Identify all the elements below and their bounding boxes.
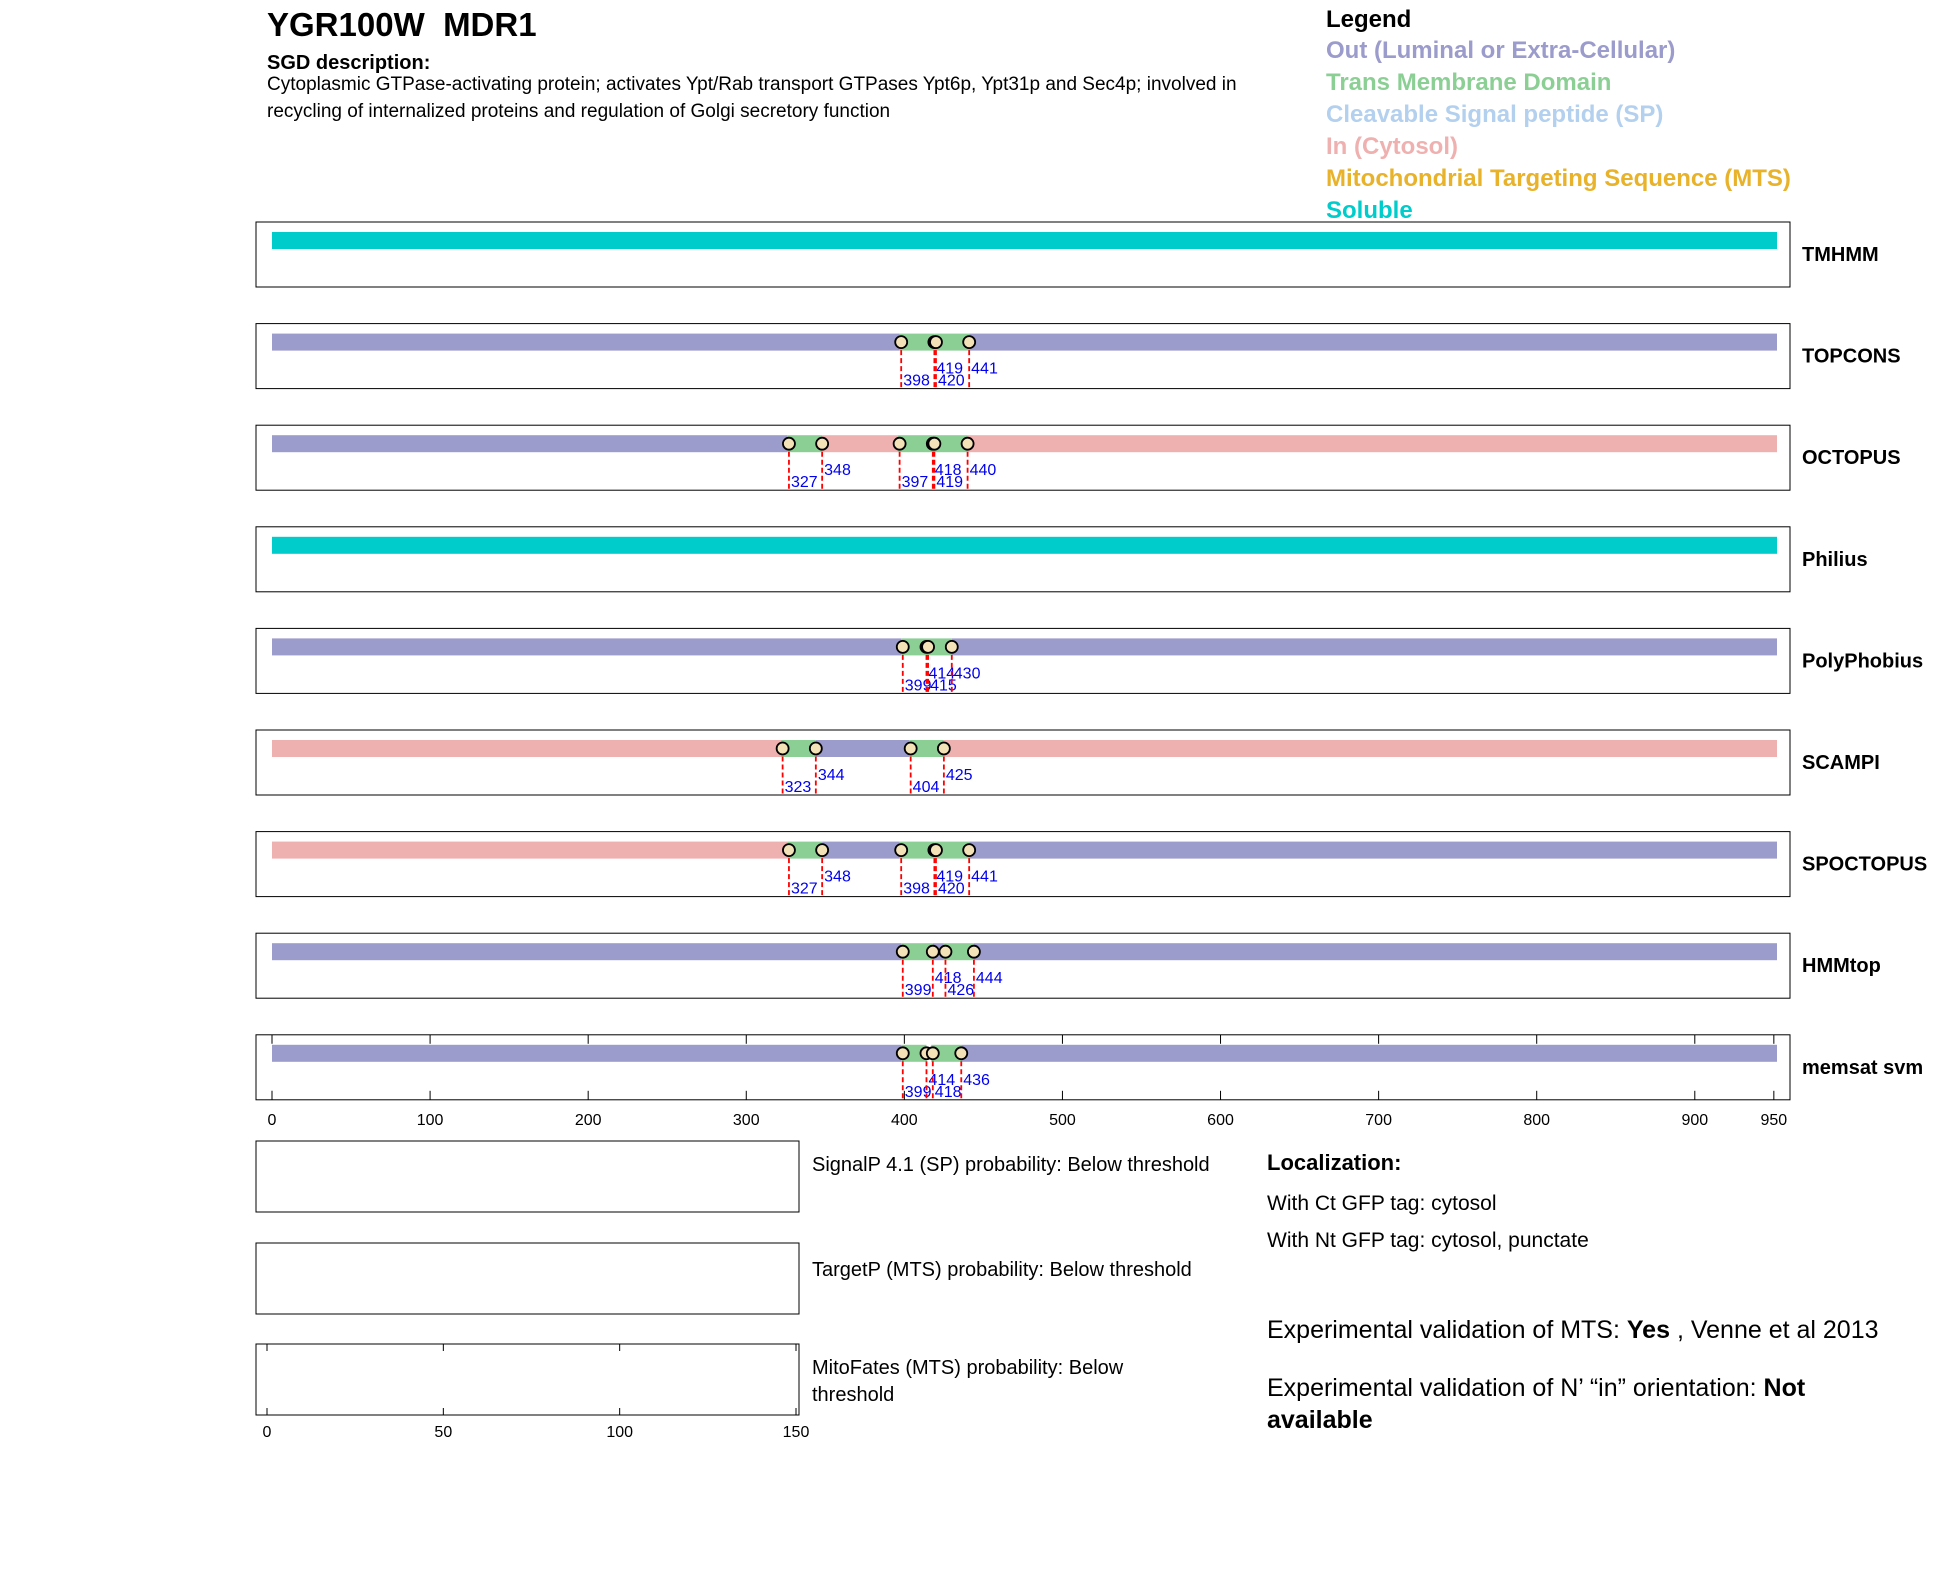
marker-label: 426 xyxy=(947,982,975,1000)
marker-circle xyxy=(955,1047,967,1059)
marker-circle xyxy=(930,336,942,348)
topology-segment xyxy=(272,638,901,655)
marker-label: 420 xyxy=(937,372,965,390)
marker-circle xyxy=(930,844,942,856)
marker-label: 444 xyxy=(975,970,1003,988)
marker-circle xyxy=(905,743,917,755)
orientation-validation xyxy=(1267,1372,1907,1436)
orientation-validation-prefix: Experimental validation of N’ “in” orientation: xyxy=(1267,1374,1764,1402)
legend-item: Trans Membrane Domain xyxy=(1326,69,1612,96)
prob-axis-tick-label: 150 xyxy=(782,1424,810,1441)
axis-tick-label: 300 xyxy=(732,1111,760,1129)
marker-label: 418 xyxy=(934,462,962,480)
prob-axis-tick-label: 0 xyxy=(262,1424,272,1441)
mts-validation xyxy=(1267,1314,1907,1346)
mts-validation-prefix: Experimental validation of MTS: xyxy=(1267,1316,1627,1344)
legend-item: In (Cytosol) xyxy=(1326,133,1458,160)
marker-circle xyxy=(946,641,958,653)
prob-axis-tick-label: 50 xyxy=(434,1424,453,1441)
marker-circle xyxy=(816,438,828,450)
marker-label: 441 xyxy=(971,868,998,886)
marker-circle xyxy=(928,438,940,450)
topology-segment xyxy=(822,435,898,452)
marker-label: 415 xyxy=(930,677,957,695)
marker-label: 436 xyxy=(963,1071,990,1089)
topology-segment xyxy=(969,842,1777,859)
marker-label: 419 xyxy=(936,868,964,886)
topology-segment xyxy=(272,537,1777,554)
sgd-description: Cytoplasmic GTPase-activating protein; activates Ypt/Rab transport GTPases Ypt6p, Ypt31p and Sec4p; involved in recycling of internalized proteins and regulation of Golgi secretory function xyxy=(267,74,1237,122)
track-name: PolyPhobius xyxy=(1802,650,1924,673)
topology-segment xyxy=(272,842,787,859)
marker-label: 327 xyxy=(790,474,818,492)
track-frame xyxy=(256,324,1790,389)
topology-segment xyxy=(272,334,900,351)
marker-circle xyxy=(963,844,975,856)
localization-ct-gfp: With Ct GFP tag: cytosol xyxy=(1267,1192,1497,1215)
marker-label: 430 xyxy=(953,665,981,683)
axis-tick-label: 800 xyxy=(1523,1111,1551,1129)
topology-segment xyxy=(952,638,1777,655)
marker-circle xyxy=(894,438,906,450)
marker-circle xyxy=(922,641,934,653)
marker-circle xyxy=(927,1047,939,1059)
topology-segment xyxy=(272,943,901,960)
topology-segment xyxy=(816,740,909,757)
marker-label: 323 xyxy=(784,779,812,796)
track-frame xyxy=(256,222,1790,287)
localization-title: Localization: xyxy=(1267,1150,1402,1175)
marker-circle xyxy=(777,743,789,755)
topology-segment xyxy=(968,435,1777,452)
topology-segment xyxy=(944,740,1777,757)
marker-label: 398 xyxy=(903,880,930,898)
track-frame xyxy=(256,832,1790,897)
track-name: TOPCONS xyxy=(1802,345,1901,368)
axis-tick-label: 700 xyxy=(1365,1111,1392,1129)
targetp-label: TargetP (MTS) probability: Below threshold xyxy=(812,1259,1192,1281)
marker-circle xyxy=(810,743,822,755)
probability-frame xyxy=(256,1344,799,1415)
marker-circle xyxy=(897,641,909,653)
track-name: memsat svm xyxy=(1802,1056,1924,1079)
marker-circle xyxy=(895,844,907,856)
marker-label: 418 xyxy=(934,970,962,988)
marker-circle xyxy=(927,946,939,958)
topology-segment xyxy=(272,1045,901,1062)
marker-circle xyxy=(963,336,975,348)
marker-circle xyxy=(897,946,909,958)
prob-axis-tick-label: 100 xyxy=(606,1424,634,1441)
axis-tick-label: 100 xyxy=(416,1111,444,1129)
localization-nt-gfp: With Nt GFP tag: cytosol, punctate xyxy=(1267,1229,1589,1252)
orientation-validation-value: Not available xyxy=(1267,1374,1806,1434)
track-name: Philius xyxy=(1802,548,1868,571)
track-frame xyxy=(256,425,1790,490)
track-frame xyxy=(256,527,1790,592)
axis-tick-label: 200 xyxy=(574,1111,602,1129)
marker-label: 440 xyxy=(969,462,997,480)
marker-label: 441 xyxy=(971,360,998,378)
topology-segment xyxy=(974,943,1777,960)
marker-label: 398 xyxy=(903,372,930,390)
gene-id: YGR100W xyxy=(267,6,425,43)
legend-item: Mitochondrial Targeting Sequence (MTS) xyxy=(1326,165,1791,192)
marker-label: 414 xyxy=(928,665,956,683)
track-name: SCAMPI xyxy=(1802,752,1880,774)
marker-label: 348 xyxy=(824,462,851,480)
track-name: HMMtop xyxy=(1802,955,1881,978)
marker-label: 397 xyxy=(901,474,929,492)
axis-tick-label: 0 xyxy=(267,1111,277,1129)
marker-label: 419 xyxy=(936,360,964,378)
topology-segment xyxy=(272,435,787,452)
marker-label: 348 xyxy=(824,868,851,886)
topology-segment xyxy=(272,740,781,757)
probability-frame xyxy=(256,1141,799,1212)
marker-circle xyxy=(897,1047,909,1059)
track-frame xyxy=(256,1035,1790,1100)
topology-segment xyxy=(969,334,1777,351)
legend-item: Cleavable Signal peptide (SP) xyxy=(1326,101,1664,128)
marker-circle xyxy=(783,844,795,856)
marker-label: 414 xyxy=(928,1071,956,1089)
marker-circle xyxy=(968,946,980,958)
marker-label: 399 xyxy=(904,982,932,1000)
marker-label: 399 xyxy=(904,1083,932,1101)
track-frame xyxy=(256,628,1790,693)
legend-title: Legend xyxy=(1326,6,1412,33)
axis-tick-label: 500 xyxy=(1049,1111,1076,1129)
mitofates-label: MitoFates (MTS) probability: Below threshold xyxy=(812,1357,1124,1406)
signalp-label: SignalP 4.1 (SP) probability: Below threshold xyxy=(812,1154,1210,1176)
topology-segment xyxy=(822,842,899,859)
marker-label: 419 xyxy=(936,474,964,492)
marker-label: 399 xyxy=(904,677,932,695)
marker-circle xyxy=(783,438,795,450)
marker-circle xyxy=(938,743,950,755)
axis-tick-label: 950 xyxy=(1760,1111,1788,1129)
marker-label: 425 xyxy=(945,767,973,784)
marker-label: 420 xyxy=(937,880,965,898)
marker-label: 404 xyxy=(912,779,940,796)
marker-label: 327 xyxy=(790,880,818,898)
probability-frame xyxy=(256,1243,799,1314)
axis-tick-label: 900 xyxy=(1681,1111,1709,1129)
track-frame xyxy=(256,933,1790,998)
topology-segment xyxy=(272,232,1777,249)
gene-name: MDR1 xyxy=(443,6,537,43)
track-name: OCTOPUS xyxy=(1802,447,1901,470)
marker-label: 418 xyxy=(934,1083,962,1101)
sgd-label: SGD description: xyxy=(267,52,431,74)
marker-circle xyxy=(816,844,828,856)
axis-tick-label: 400 xyxy=(891,1111,918,1129)
track-name: TMHMM xyxy=(1802,244,1879,266)
topology-segment xyxy=(961,1045,1777,1062)
mts-validation-suffix: , Venne et al 2013 xyxy=(1670,1316,1879,1344)
marker-label: 344 xyxy=(817,767,845,784)
marker-circle xyxy=(895,336,907,348)
marker-circle xyxy=(939,946,951,958)
legend-item: Soluble xyxy=(1326,197,1413,224)
mts-validation-value: Yes xyxy=(1626,1316,1670,1344)
marker-circle xyxy=(962,438,974,450)
track-name: SPOCTOPUS xyxy=(1802,853,1928,876)
track-frame xyxy=(256,730,1790,795)
axis-tick-label: 600 xyxy=(1207,1111,1234,1129)
legend-item: Out (Luminal or Extra-Cellular) xyxy=(1326,37,1676,64)
